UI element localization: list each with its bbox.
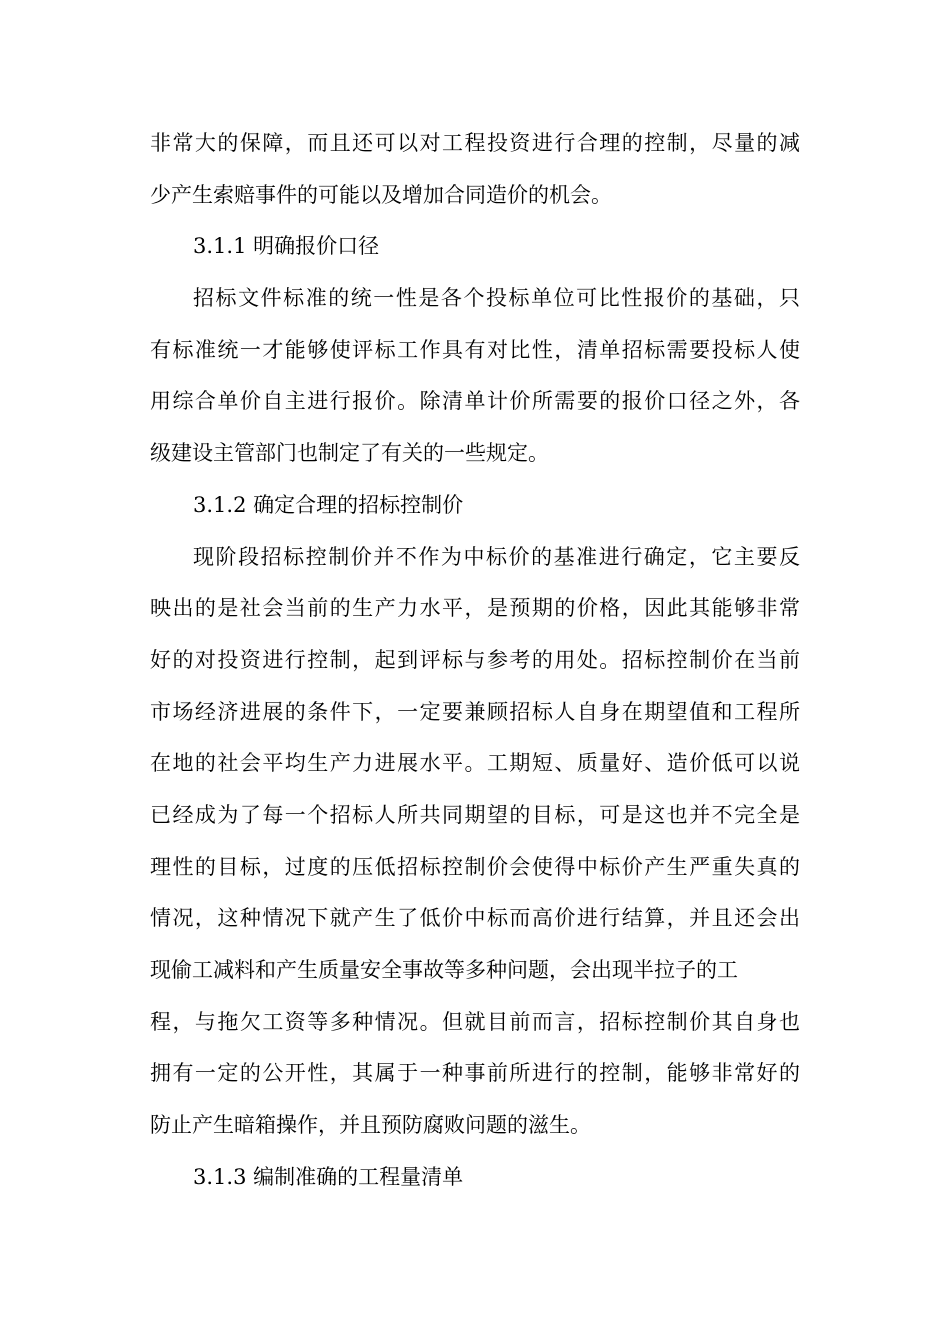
text-line: 级建设主管部门也制定了有关的一些规定。 <box>150 441 549 466</box>
text-line: 有标准统一才能够使评标工作具有对比性，清单招标需要投标人使 <box>150 337 800 362</box>
text-line: 好的对投资进行控制，起到评标与参考的用处。招标控制价在当前 <box>150 647 800 672</box>
text-line: 程，与拖欠工资等多种情况。但就目前而言，招标控制价其自身也 <box>150 1009 800 1034</box>
text-line: 市场经济进展的条件下，一定要兼顾招标人自身在期望值和工程所 <box>150 699 800 724</box>
document-body <box>150 118 800 1203</box>
section-heading-3-1-3: 3.1.3 编制准确的工程量清单 <box>193 1164 464 1189</box>
paragraph <box>150 273 800 480</box>
text-line: 在地的社会平均生产力进展水平。工期短、质量好、造价低可以说 <box>150 751 800 776</box>
text-line: 招标文件标准的统一性是各个投标单位可比性报价的基础，只 <box>193 286 800 311</box>
text-line: 用综合单价自主进行报价。除清单计价所需要的报价口径之外，各 <box>150 389 800 414</box>
paragraph-continued <box>150 118 800 221</box>
text-line: 已经成为了每一个招标人所共同期望的目标，可是这也并不完全是 <box>150 802 800 827</box>
text-line: 现偷工减料和产生质量安全事故等多种问题，会出现半拉子的工 <box>150 958 738 982</box>
text-line: 理性的目标，过度的压低招标控制价会使得中标价产生严重失真的 <box>150 854 800 879</box>
text-line: 少产生索赔事件的可能以及增加合同造价的机会。 <box>150 182 612 207</box>
text-line: 拥有一定的公开性，其属于一种事前所进行的控制，能够非常好的 <box>150 1061 800 1086</box>
text-line: 映出的是社会当前的生产力水平，是预期的价格，因此其能够非常 <box>150 596 800 621</box>
section-heading-3-1-2: 3.1.2 确定合理的招标控制价 <box>193 492 464 517</box>
text-line: 情况，这种情况下就产生了低价中标而高价进行结算，并且还会出 <box>150 906 800 931</box>
text-line: 非常大的保障，而且还可以对工程投资进行合理的控制，尽量的减 <box>150 131 800 155</box>
section-heading-3-1-1: 3.1.1 明确报价口径 <box>193 234 380 259</box>
paragraph <box>150 532 800 1152</box>
text-line: 现阶段招标控制价并不作为中标价的基准进行确定，它主要反 <box>193 544 800 569</box>
text-line: 防止产生暗箱操作，并且预防腐败问题的滋生。 <box>150 1113 591 1138</box>
